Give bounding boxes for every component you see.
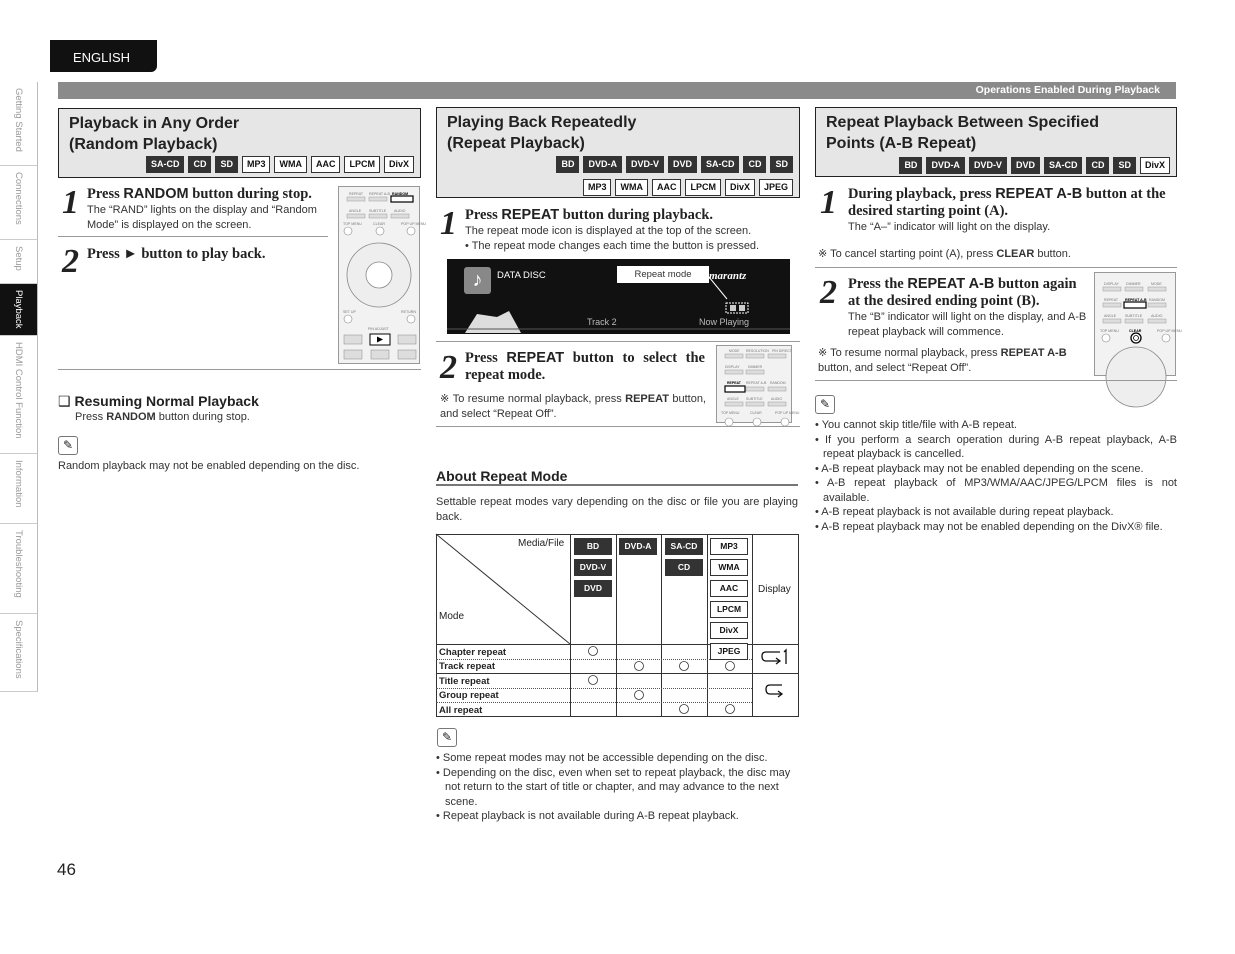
note-text: Random playback may not be enabled depending on the disc. <box>58 460 360 472</box>
remote-label: PIN ADJUST <box>368 327 389 331</box>
media-badge: DVD-A <box>926 157 965 174</box>
divider <box>58 369 421 370</box>
remote-label: RANDOM <box>770 381 786 385</box>
repeat-notes <box>436 751 799 824</box>
media-badge: BD <box>574 538 612 555</box>
remote-label: POP UP MENU <box>1157 329 1183 333</box>
text: button during stop. <box>155 411 250 423</box>
mode-header: Mode <box>439 611 465 622</box>
about-text: Settable repeat modes vary depending on the disc or file you are playing back. <box>436 496 798 523</box>
side-tab-label: Getting Started <box>13 88 24 152</box>
side-tab-hdmi-control[interactable] <box>0 336 38 454</box>
key-repeat-ab: REPEAT A-B <box>1000 347 1067 359</box>
music-note-icon: ♪ <box>464 267 491 294</box>
resume-heading <box>58 393 259 410</box>
availability-marks <box>436 534 799 717</box>
remote-label: SUBTITLE <box>1125 314 1143 318</box>
available-mark <box>726 705 735 714</box>
step-2 <box>465 350 705 384</box>
remote-illustration <box>339 187 427 365</box>
remote-label: REPEAT A-B <box>369 192 390 196</box>
divider <box>815 267 1177 268</box>
pencil-icon: ✎ <box>58 436 78 455</box>
media-badges <box>146 156 414 173</box>
remote-label: REPEAT A-B <box>746 381 767 385</box>
media-badge: DVD-V <box>626 156 664 173</box>
media-badge: SA-CD <box>701 156 740 173</box>
media-badge: LPCM <box>685 179 721 196</box>
media-badge: JPEG <box>759 179 793 196</box>
mode-all-repeat: All repeat <box>439 704 483 716</box>
step-text: button during playback. <box>559 207 714 223</box>
remote-label: SUBTITLE <box>369 209 387 213</box>
resume-title: Resuming Normal Playback <box>74 393 259 409</box>
available-mark <box>726 662 735 671</box>
section-bar: Operations Enabled During Playback <box>58 82 1176 99</box>
side-tab-label: Connections <box>13 172 24 225</box>
media-badge: AAC <box>710 580 748 597</box>
step-text: Press <box>87 186 124 202</box>
media-badge: DVD <box>574 580 612 597</box>
about-repeat-mode-heading: About Repeat Mode <box>436 468 798 486</box>
step-description: The “RAND” lights on the display and “Random Mode” is displayed on the screen. <box>87 204 317 231</box>
note-text: ※ To cancel starting point (A), press <box>818 248 997 260</box>
ab-notes <box>815 418 1177 534</box>
divider <box>815 380 1177 381</box>
media-badge: DVD <box>1011 157 1040 174</box>
language-tab: ENGLISH <box>50 40 157 72</box>
mode-title-repeat: Title repeat <box>439 675 490 687</box>
note-item: • You cannot skip title/file with A-B repeat. <box>815 419 1017 431</box>
key-repeat-ab: REPEAT A-B <box>995 186 1083 202</box>
remote-label: MODE <box>1151 282 1162 286</box>
note-item: • Some repeat modes may not be accessible depending on the disc. <box>436 752 768 764</box>
note-item: • Repeat playback is not available during A-B repeat playback. <box>436 810 739 822</box>
media-badge: DivX <box>384 156 414 173</box>
remote-label: RETURN <box>401 310 416 314</box>
note-item: • Depending on the disc, even when set to repeat playback, the disc may not return to the start of title or chapter, and may advance to the next scene. <box>436 766 791 808</box>
remote-label: DISPLAY <box>1104 282 1119 286</box>
mode-group-repeat: Group repeat <box>439 690 499 702</box>
step-number: 1 <box>62 184 79 221</box>
media-badge: DivX <box>710 622 748 639</box>
key-random: RANDOM <box>123 186 189 202</box>
remote-label: MODE <box>729 349 740 353</box>
remote-illustration <box>1095 273 1183 377</box>
note-item: • A-B repeat playback is not available during repeat playback. <box>815 506 1114 518</box>
remote-label: TOP MENU <box>721 411 740 415</box>
remote-label: AUDIO <box>771 397 783 401</box>
remote-label: REPEAT A-B <box>1125 298 1147 302</box>
media-badge: JPEG <box>710 643 748 660</box>
media-badge: SD <box>215 156 238 173</box>
note-item: • A-B repeat playback of MP3/WMA/AAC/JPEG/LPCM files is not available. <box>815 477 1177 504</box>
media-badge: LPCM <box>710 601 748 618</box>
step-text: Press the <box>848 276 908 292</box>
remote-control-image <box>716 345 800 423</box>
remote-label: CLEAR <box>373 222 385 226</box>
media-badge: SA-CD <box>665 538 703 555</box>
media-badge: DVD-A <box>583 156 622 173</box>
repeat-icon <box>766 685 782 697</box>
pencil-icon: ✎ <box>815 395 835 414</box>
note-item: • A-B repeat playback may not be enabled depending on the scene. <box>815 462 1144 475</box>
page-number: 46 <box>57 860 76 879</box>
remote-label: DIMMER <box>748 365 763 369</box>
remote-label: TOP MENU <box>1100 329 1119 333</box>
screen-status: Now Playing <box>699 317 750 327</box>
remote-label: TOP MENU <box>343 222 362 226</box>
side-tab-getting-started[interactable] <box>0 82 38 166</box>
side-tab-label: Setup <box>13 246 24 271</box>
media-badge: MP3 <box>583 179 612 196</box>
heading-title: Repeat Playback Between Specified <box>826 114 1099 131</box>
side-tab-label: Information <box>13 460 24 508</box>
media-badge: SA-CD <box>1044 157 1083 174</box>
repeat-ab-button-highlight <box>1124 302 1146 308</box>
screen-disc-type: DATA DISC <box>497 270 546 281</box>
note-item: • If you perform a search operation during A-B repeat playback, A-B repeat playback is cancelled. <box>815 433 1177 460</box>
media-badge: DVD-V <box>969 157 1007 174</box>
available-mark <box>589 647 598 656</box>
media-badges <box>899 157 1170 174</box>
brand-logo: marantz <box>709 270 747 282</box>
media-badge: CD <box>665 559 703 576</box>
repeat-mode-table <box>436 534 799 717</box>
side-tab-label: HDMI Control Function <box>13 342 24 439</box>
key-repeat: REPEAT <box>501 207 560 223</box>
ab-repeat-heading <box>815 107 1177 177</box>
step-description: The “B” indicator will light on the display, and A-B repeat playback will commence. <box>848 311 1087 338</box>
remote-label: POP UP MENU <box>401 222 427 226</box>
available-mark <box>680 662 689 671</box>
remote-illustration <box>717 346 800 424</box>
clear-button-highlight <box>1131 333 1141 343</box>
random-button-highlight <box>391 196 413 202</box>
divider <box>436 341 800 342</box>
media-badge: AAC <box>311 156 341 173</box>
remote-label: POP UP MENU <box>775 411 800 415</box>
step-text: During playback, press <box>848 186 996 202</box>
step-description: The repeat mode icon is displayed at the top of the screen. <box>465 225 752 237</box>
media-badge: WMA <box>710 559 748 576</box>
remote-label: REPEAT <box>349 192 364 196</box>
media-badge: SA-CD <box>146 156 185 173</box>
note-text: button, and select “Repeat Off”. <box>440 393 706 420</box>
remote-label: DIMMER <box>1126 282 1141 286</box>
text: Press <box>75 411 107 423</box>
onscreen-display-image <box>447 259 790 334</box>
step-text: button again at the desired ending point (B). <box>848 276 1077 309</box>
side-tab-label: Troubleshooting <box>13 530 24 598</box>
step-number: 2 <box>820 274 837 311</box>
available-mark <box>680 705 689 714</box>
repeat-playback-heading <box>436 107 800 198</box>
key-repeat: REPEAT <box>625 393 669 405</box>
step-description: • The repeat mode changes each time the button is pressed. <box>465 239 760 252</box>
remote-label: SET UP <box>343 310 356 314</box>
remote-label: DISPLAY <box>725 365 740 369</box>
side-tab-setup[interactable] <box>0 240 38 284</box>
remote-label: RESOLUTION <box>746 349 769 353</box>
resume-note <box>818 346 1090 375</box>
display-header: Display <box>758 584 791 595</box>
media-badge: LPCM <box>344 156 380 173</box>
media-badge: DVD <box>668 156 697 173</box>
step-2 <box>848 276 1088 339</box>
heading-subtitle: (Random Playback) <box>69 136 218 153</box>
key-repeat: REPEAT <box>506 350 565 366</box>
heading-subtitle: (Repeat Playback) <box>447 135 585 152</box>
side-tab-information[interactable] <box>0 454 38 524</box>
remote-label: ANGLE <box>1104 314 1117 318</box>
remote-label: REPEAT <box>1104 298 1119 302</box>
remote-control-image <box>1094 272 1183 376</box>
remote-label: PIN DIRECT <box>772 349 792 353</box>
remote-label: AUDIO <box>394 209 406 213</box>
side-tab-connections[interactable] <box>0 166 38 240</box>
repeat-one-icon <box>762 650 786 664</box>
step-number: 1 <box>820 184 837 221</box>
available-mark <box>635 662 644 671</box>
heading-title: Playback in Any Order <box>69 115 240 132</box>
divider <box>58 236 328 237</box>
pencil-icon: ✎ <box>437 728 457 747</box>
note-text: button. <box>1034 248 1071 260</box>
step-number: 2 <box>62 243 79 280</box>
heading-title: Playing Back Repeatedly <box>447 114 637 131</box>
remote-label: AUDIO <box>1151 314 1163 318</box>
step-number: 1 <box>440 205 457 242</box>
step-text: Press <box>465 207 502 223</box>
remote-label: SUBTITLE <box>746 397 763 401</box>
media-header: Media/File <box>518 538 565 549</box>
side-tab-playback[interactable] <box>0 284 38 336</box>
note-text: ※ To resume normal playback, press <box>818 347 1001 359</box>
media-badge: DVD-A <box>619 538 657 555</box>
resume-text <box>75 410 250 425</box>
note-text: button, and select “Repeat Off”. <box>818 361 972 374</box>
note-item: • A-B repeat playback may not be enabled depending on the DivX® file. <box>815 520 1163 533</box>
screen-track: Track 2 <box>587 317 617 327</box>
media-badge: MP3 <box>710 538 748 555</box>
remote-label: CLEAR <box>1129 329 1142 333</box>
repeat-button-highlight <box>725 386 745 392</box>
media-badge: CD <box>188 156 211 173</box>
step-number: 2 <box>440 349 457 386</box>
media-badges <box>556 156 793 173</box>
repeat-mode-callout: Repeat mode <box>617 266 709 283</box>
media-badge: DivX <box>1140 157 1170 174</box>
step-text: Press <box>465 350 507 366</box>
checkbox-icon: ❑ <box>58 393 75 409</box>
remote-label: REPEAT <box>727 381 741 385</box>
side-tab-troubleshooting[interactable] <box>0 524 38 614</box>
step-1 <box>848 186 1178 235</box>
media-badges <box>583 179 793 196</box>
media-badge: CD <box>1086 157 1109 174</box>
available-mark <box>589 676 598 685</box>
step-text: button during stop. <box>188 186 312 202</box>
step-1 <box>465 207 800 253</box>
media-badge: DivX <box>725 179 755 196</box>
mode-track-repeat: Track repeat <box>439 661 495 673</box>
media-badge: AAC <box>652 179 682 196</box>
step-2-note <box>440 392 706 421</box>
remote-label: CLEAR <box>750 411 762 415</box>
remote-label: ANGLE <box>727 397 739 401</box>
step-2: Press ► button to play back. <box>87 246 266 262</box>
divider <box>436 426 800 427</box>
remote-label: RANDOM <box>1149 298 1165 302</box>
remote-label: ANGLE <box>349 209 362 213</box>
step-1 <box>87 186 332 232</box>
note-text: ※ To resume normal playback, press <box>440 393 626 405</box>
cancel-note <box>818 247 1071 262</box>
remote-label: RANDOM <box>392 192 409 196</box>
media-badge: WMA <box>615 179 648 196</box>
media-badge: SD <box>770 156 793 173</box>
media-badge: BD <box>556 156 579 173</box>
side-tab-specifications[interactable] <box>0 614 38 692</box>
available-mark <box>635 691 644 700</box>
media-badge: DVD-V <box>574 559 612 576</box>
mode-chapter-repeat: Chapter repeat <box>439 647 507 658</box>
remote-control-image <box>338 186 427 364</box>
step-text: button to select the repeat mode. <box>465 350 705 383</box>
media-badge: SD <box>1113 157 1136 174</box>
key-repeat-ab: REPEAT A-B <box>907 276 995 292</box>
step-text: button at the desired starting point (A). <box>848 186 1166 219</box>
media-badge: MP3 <box>242 156 271 173</box>
media-badge: CD <box>743 156 766 173</box>
heading-subtitle: Points (A-B Repeat) <box>826 135 977 152</box>
step-description: The “A–” indicator will light on the display. <box>848 221 1051 233</box>
media-badge: BD <box>899 157 922 174</box>
key-random: RANDOM <box>106 411 156 423</box>
media-badge: WMA <box>274 156 307 173</box>
side-tab-label: Specifications <box>13 620 24 679</box>
key-clear: CLEAR <box>996 248 1035 260</box>
side-tab-label: Playback <box>13 290 24 329</box>
random-playback-heading <box>58 108 421 178</box>
